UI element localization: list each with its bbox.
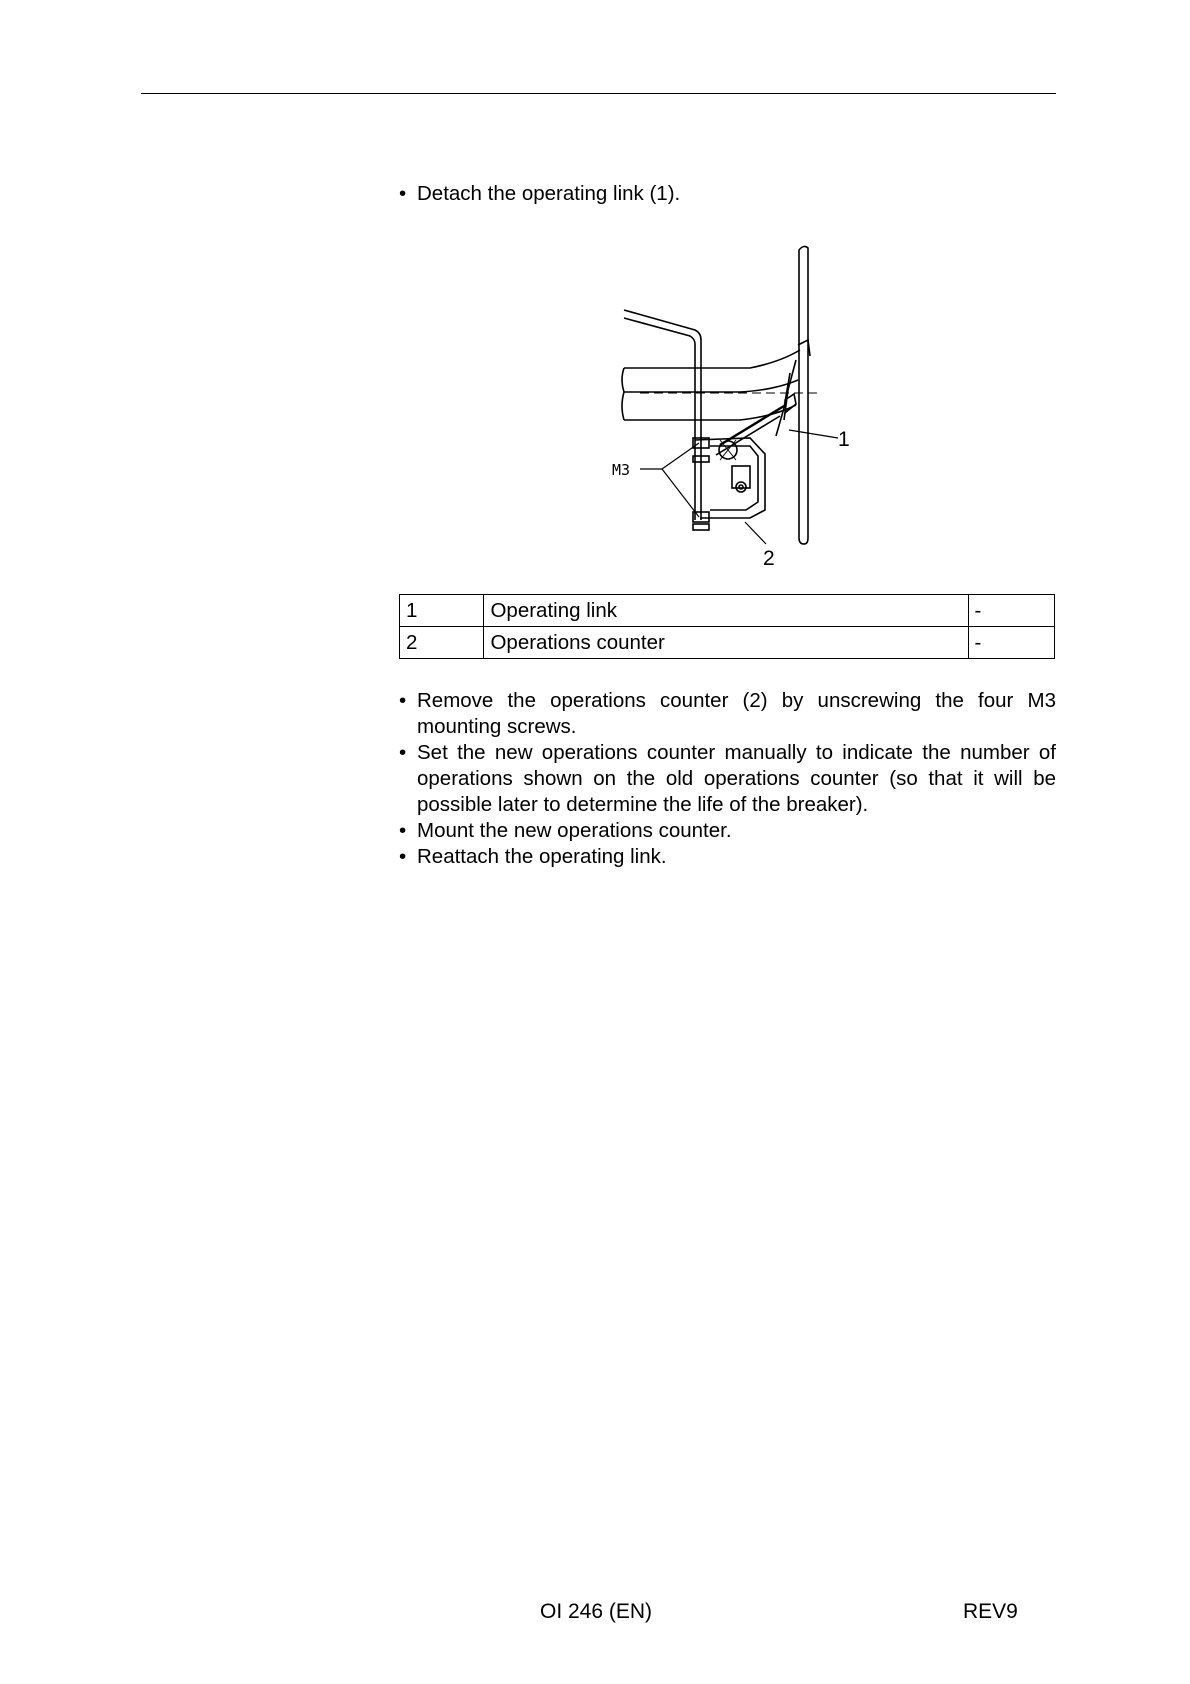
footer-doc-code: OI 246 (EN) [540,1600,653,1623]
callout-m3: M3 [612,461,631,479]
legend-number: 1 [400,595,484,627]
legend-table [399,594,1055,659]
step-text: Remove the operations counter (2) by unscrewing the four M3 mounting screws. [417,689,1056,738]
callout-2: 2 [763,547,775,570]
legend-number: 2 [400,627,484,659]
legend-name: Operations counter [484,627,968,659]
steps-list [399,688,1056,870]
step-text: Set the new operations counter manually to indicate the number of operations shown on the old operations counter (so that it will be possible later to determine the life of the breaker). [417,741,1056,816]
header-rule [141,93,1056,94]
bullet: • [399,845,407,868]
table-row [400,595,1055,627]
legend-extra: - [968,627,1054,659]
list-item [399,818,1056,844]
list-item [399,844,1056,870]
intro-step-text: Detach the operating link (1). [417,182,681,205]
operations-counter-figure [600,240,860,580]
footer-revision: REV9 [963,1600,1018,1623]
list-item [399,740,1056,818]
legend-name: Operating link [484,595,968,627]
step-text: Reattach the operating link. [417,845,667,868]
bullet: • [399,182,407,205]
step-text: Mount the new operations counter. [417,819,732,842]
legend-extra: - [968,595,1054,627]
table-row [400,627,1055,659]
bullet: • [399,689,407,712]
bullet: • [399,741,407,764]
bullet: • [399,819,407,842]
list-item [399,688,1056,740]
callout-1: 1 [838,428,850,451]
